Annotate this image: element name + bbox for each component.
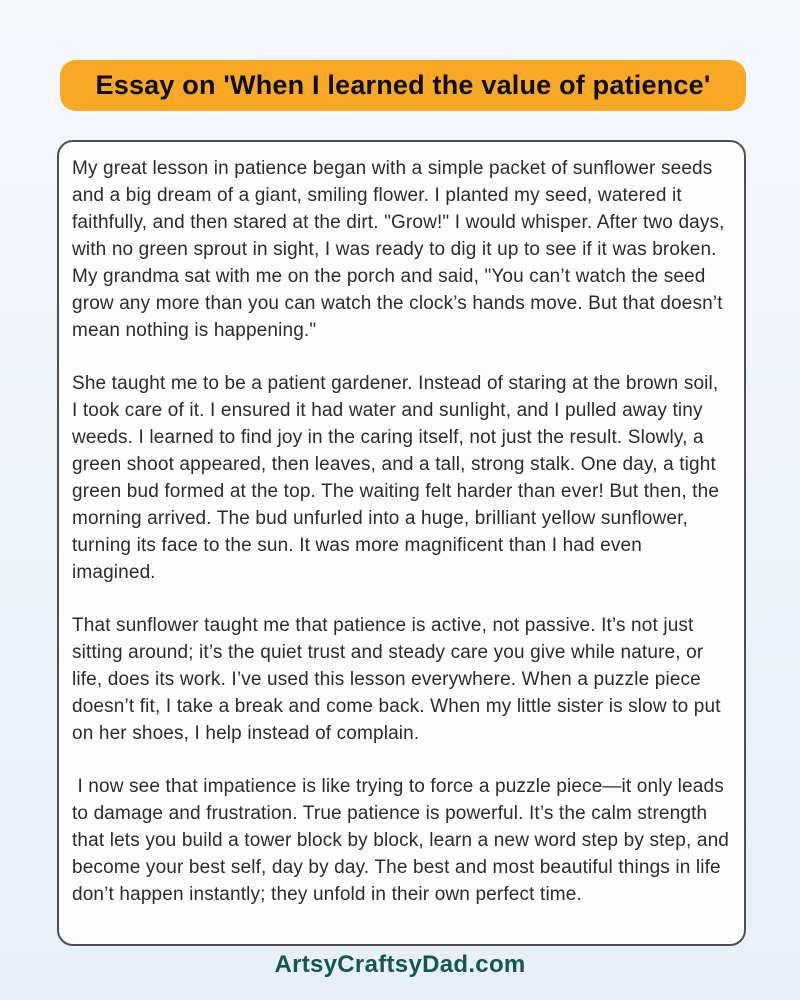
essay-box — [57, 140, 746, 946]
title-badge — [60, 60, 746, 111]
essay-paragraph-1: My great lesson in patience began with a simple packet of sunflower seeds and a big dream of a giant, smiling flower. I planted my seed, watered it faithfully, and then stared at the dirt. "Grow!" I would whisper. After two days, with no green sprout in sight, I was ready to dig it up to see if it was broken. My grandma sat with me on the porch and said, "You can’t watch the seed grow any more than you can watch the clock’s hands move. But that doesn’t mean nothing is happening." — [72, 158, 731, 341]
essay-paragraph-4: I now see that impatience is like trying to force a puzzle piece—it only leads to damage and frustration. True patience is powerful. It’s the calm strength that lets you build a tower block by block, learn a new word step by step, and become your best self, day by day. The best and most beautiful things in life don’t happen instantly; they unfold in their own perfect time. — [72, 776, 735, 905]
essay-paragraph-3: That sunflower taught me that patience is active, not passive. It’s not just sitting around; it’s the quiet trust and steady care you give while nature, or life, does its work. I’ve used this lesson everywhere. When a puzzle piece doesn’t fit, I take a break and come back. When my little sister is slow to put on her shoes, I help instead of complain. — [72, 615, 727, 744]
essay-paragraph-2: She taught me to be a patient gardener. Instead of staring at the brown soil, I took care of it. I ensured it had water and sunlight, and I pulled away tiny weeds. I learned to find joy in the caring itself, not just the result. Slowly, a green shoot appeared, then leaves, and a tall, strong stalk. One day, a tight green bud formed at the top. The waiting felt harder than ever! But then, the morning arrived. The bud unfurled into a huge, brilliant yellow sunflower, turning its face to the sun. It was more magnificent than I had even imagined. — [72, 373, 725, 583]
site-name: ArtsyCraftsyDad.com — [274, 951, 526, 978]
page-title: Essay on 'When I learned the value of patience' — [95, 70, 711, 100]
site-footer — [0, 951, 800, 979]
